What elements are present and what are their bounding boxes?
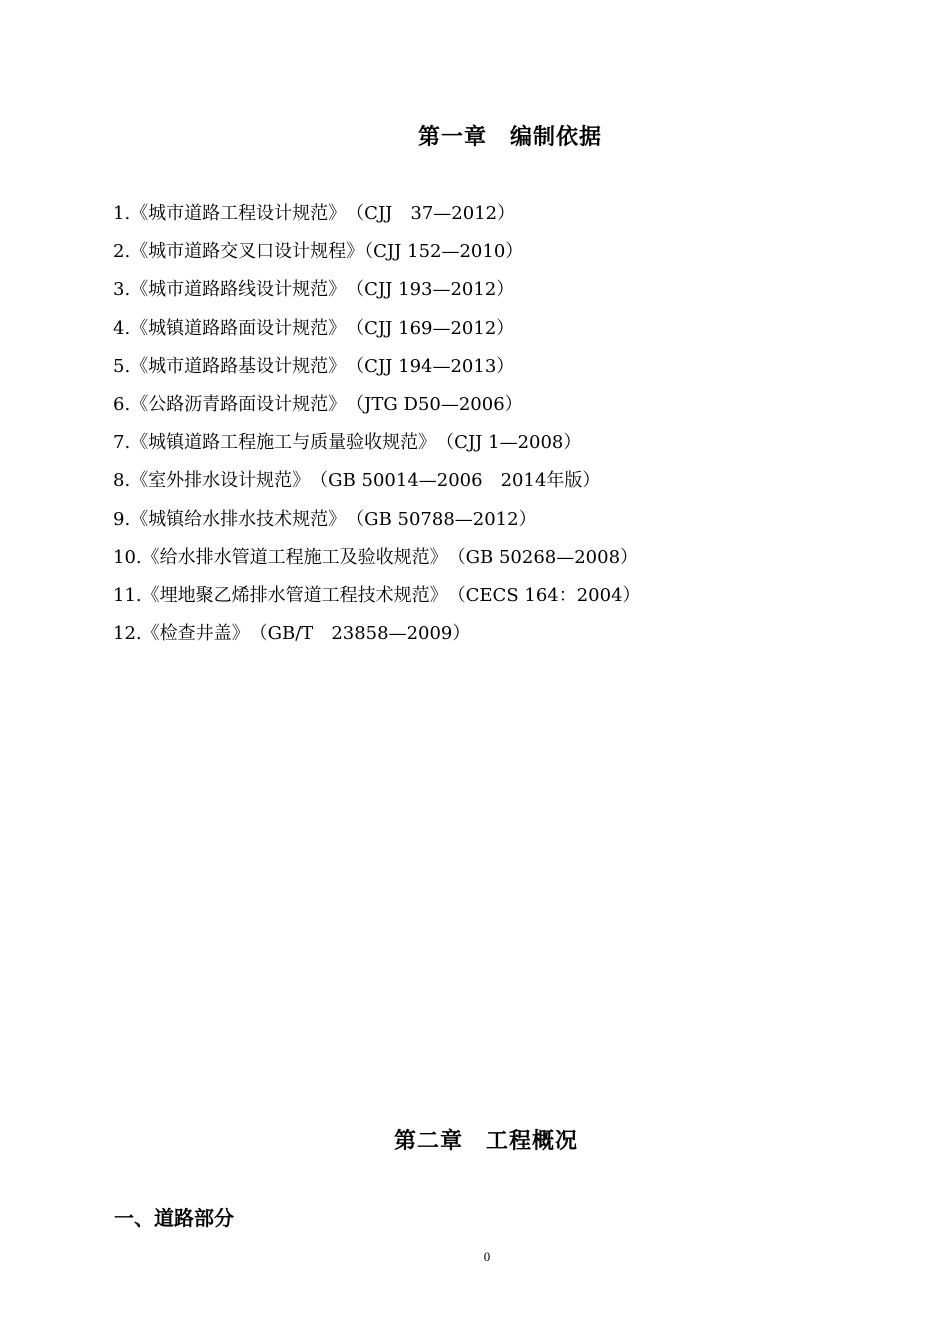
reference-text: 《公路沥青路面设计规范》 （JTG D50—2006） (130, 393, 523, 415)
reference-text: 《给水排水管道工程施工及验收规范》 （GB 50268—2008） (141, 546, 639, 568)
reference-number: 8. (113, 470, 131, 492)
reference-number: 6. (113, 393, 131, 415)
reference-text: 《检查井盖》 （GB/T 23858—2009） (141, 623, 471, 645)
reference-item (113, 581, 641, 619)
reference-number: 10. (113, 546, 142, 568)
page-number: 0 (483, 1249, 491, 1264)
chapter-1-title: 第一章 编制依据 (417, 124, 602, 150)
reference-text: 《城市道路路线设计规范》 （CJJ 193—2012） (130, 279, 515, 301)
reference-item (113, 314, 641, 352)
reference-text: 《城镇给水排水技术规范》 （GB 50788—2012） (130, 508, 537, 530)
reference-item (113, 275, 641, 313)
reference-number: 7. (113, 432, 131, 454)
reference-text: 《城市道路工程设计规范》 （CJJ 37—2012） (130, 203, 516, 224)
reference-number: 4. (113, 317, 131, 339)
reference-item (113, 466, 641, 504)
reference-item (113, 237, 641, 275)
reference-number: 1. (113, 203, 131, 224)
reference-text: 《城镇道路工程施工与质量验收规范》 （CJJ 1—2008） (130, 432, 582, 454)
reference-item (113, 543, 641, 581)
reference-text: 《埋地聚乙烯排水管道工程技术规范》 （CECS 164：2004） (141, 584, 641, 606)
reference-text: 《城市道路交叉口设计规程》（CJJ 152—2010） (130, 241, 524, 263)
reference-item (113, 505, 641, 543)
reference-item (113, 619, 641, 657)
reference-item (113, 390, 641, 428)
reference-text: 《室外排水设计规范》 （GB 50014—2006 2014年版） (130, 470, 601, 492)
reference-number: 12. (113, 623, 142, 645)
reference-item (113, 352, 641, 390)
reference-text: 《城镇道路路面设计规范》 （CJJ 169—2012） (130, 317, 515, 339)
chapter-2-title: 第二章 工程概况 (393, 1128, 578, 1154)
reference-item (113, 199, 641, 237)
section-heading: 一、道路部分 (114, 1206, 234, 1230)
reference-number: 9. (113, 508, 131, 530)
reference-number: 3. (113, 279, 131, 301)
reference-number: 2. (113, 241, 131, 263)
reference-number: 5. (113, 355, 131, 377)
reference-text: 《城市道路路基设计规范》 （CJJ 194—2013） (130, 355, 515, 377)
reference-item (113, 428, 641, 466)
reference-number: 11. (113, 584, 142, 606)
reference-list (113, 199, 641, 657)
